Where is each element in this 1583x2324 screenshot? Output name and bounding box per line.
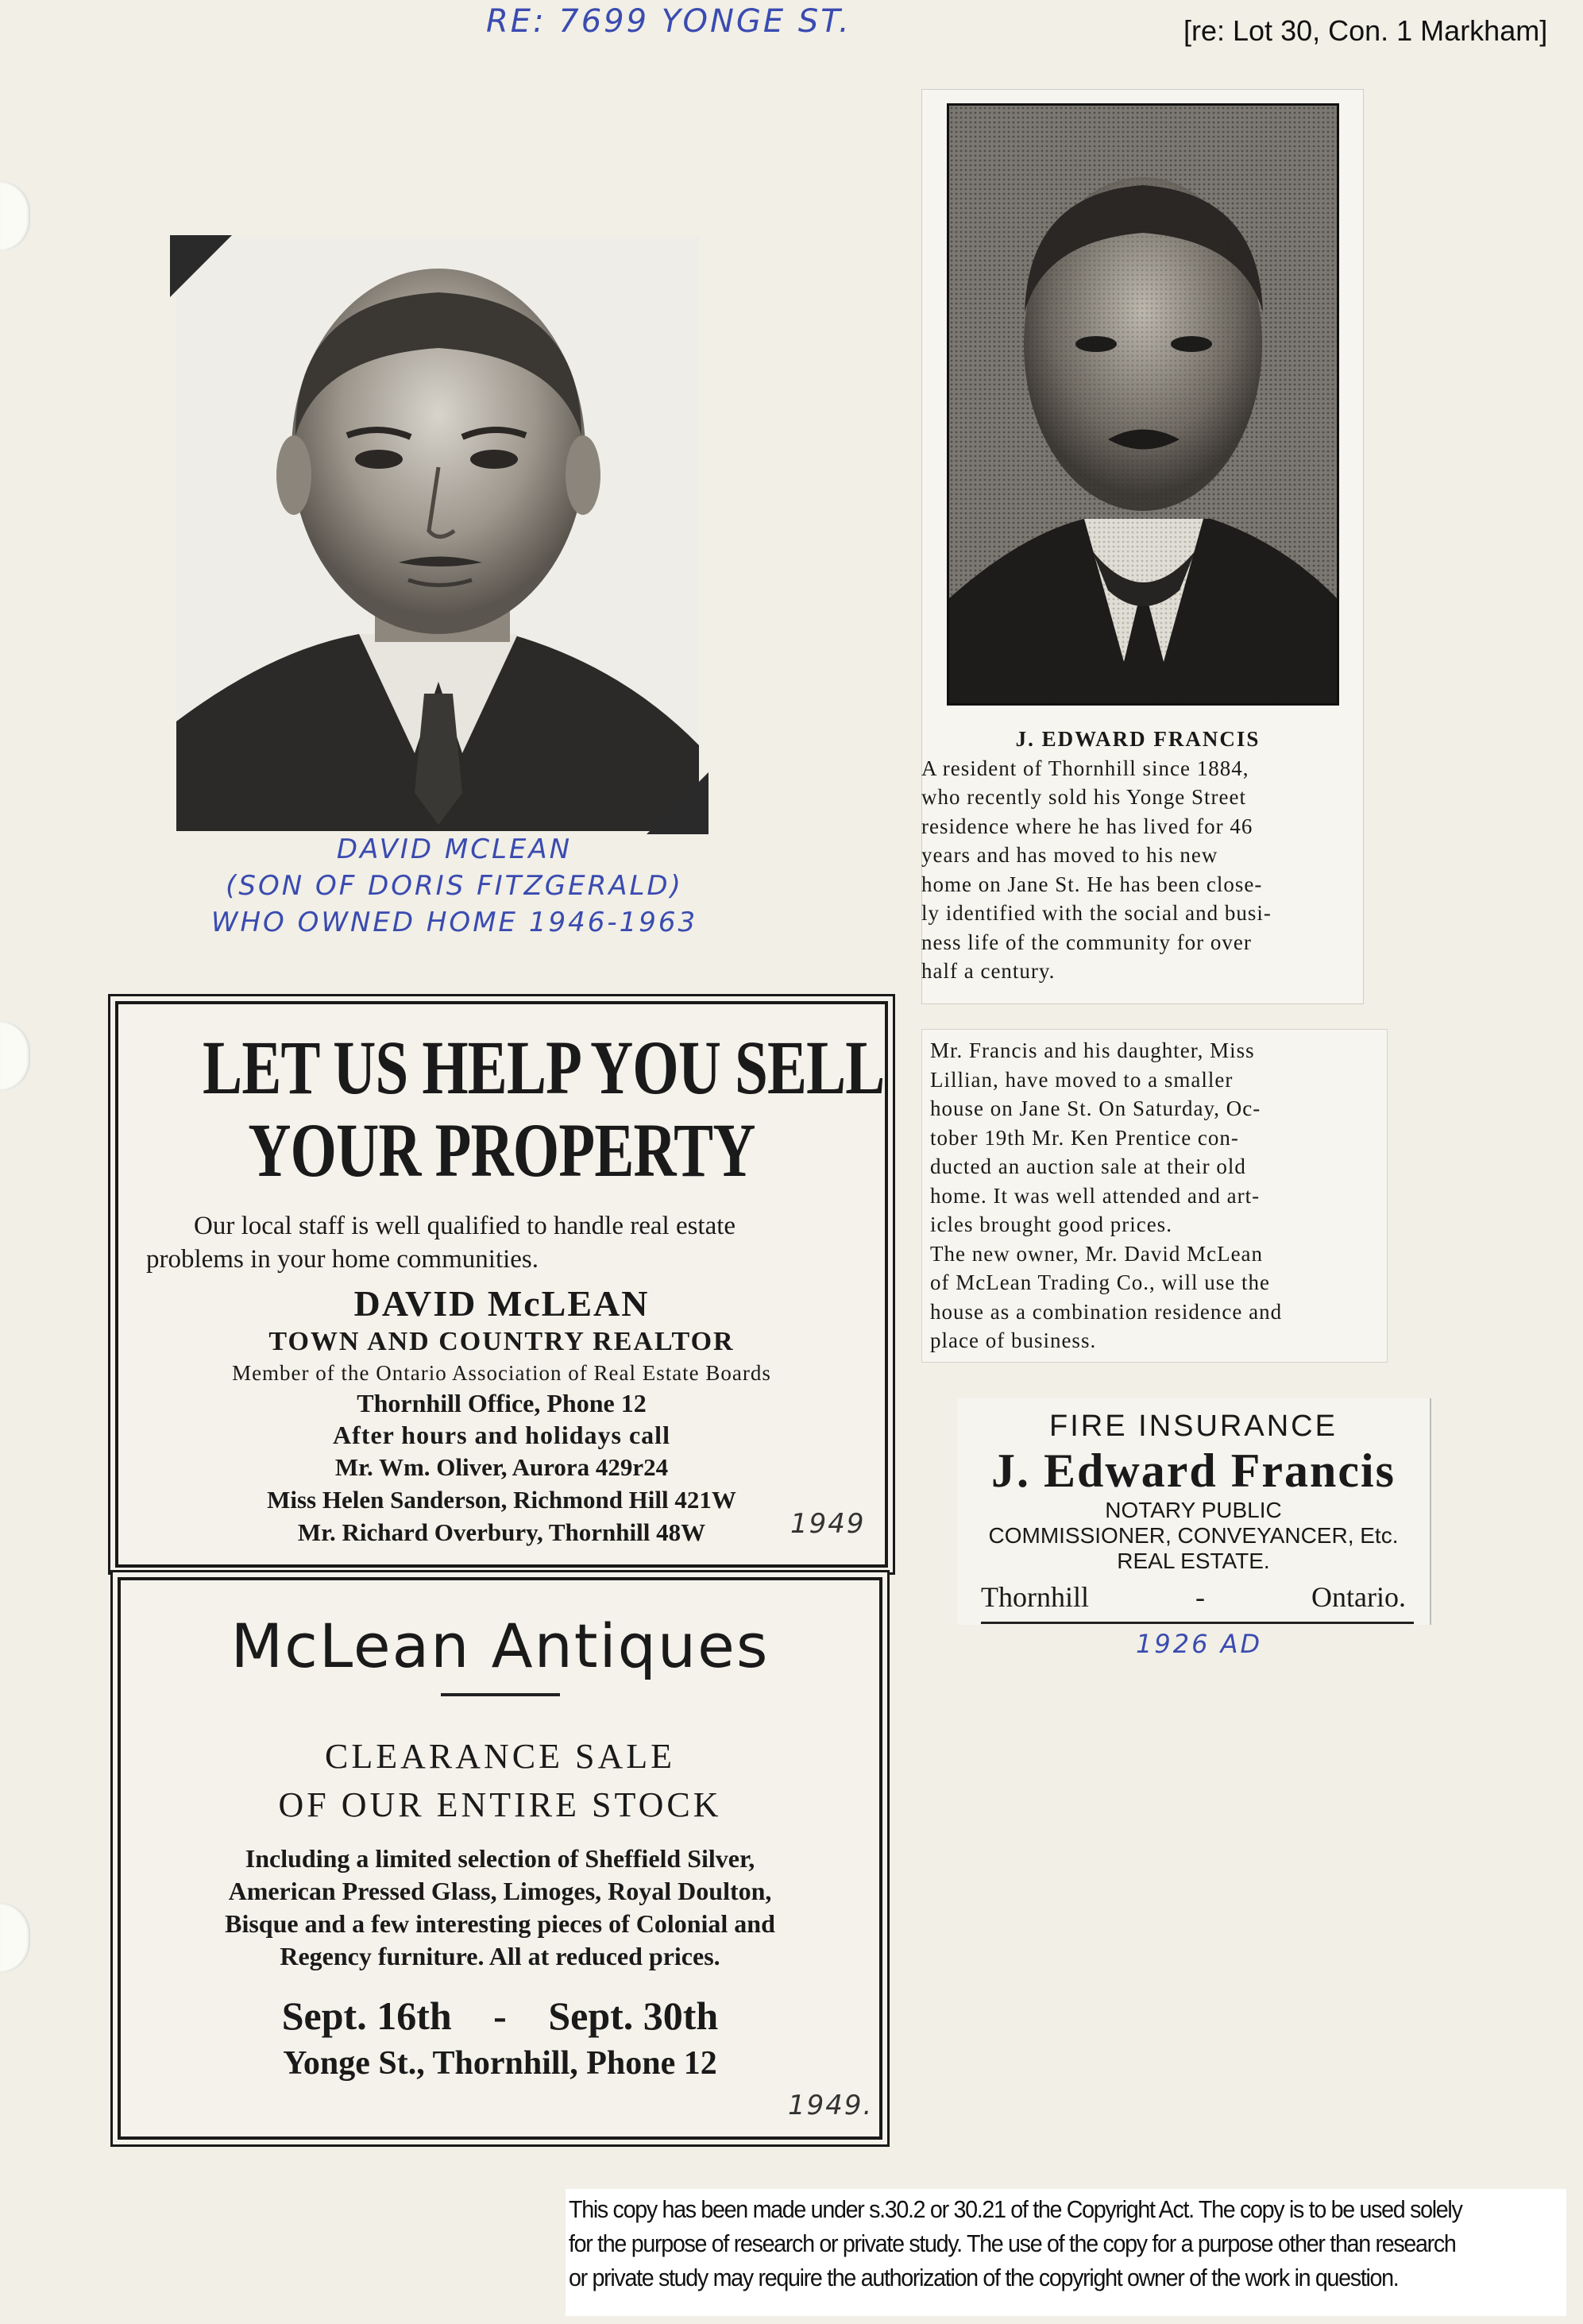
handwritten-year: 1926 AD [1136, 1629, 1263, 1659]
handwritten-year: 1949. [788, 2090, 874, 2121]
clip-line: of McLean Trading Co., will use the [930, 1270, 1270, 1294]
date-separator: - [493, 1993, 507, 2038]
caption-line: half a century. [921, 959, 1056, 983]
binder-hole [0, 181, 30, 251]
realtor-contact: Mr. Wm. Oliver, Aurora 429r24 [334, 1453, 669, 1481]
antiques-title: McLean Antiques [230, 1611, 770, 1681]
insurance-commissioner: COMMISSIONER, CONVEYANCER, Etc. [988, 1523, 1399, 1548]
clip-line: icles brought good prices. [930, 1212, 1172, 1236]
portrait-image [949, 106, 1337, 703]
notice-line: for the purpose of research or private study. The use of the copy for a purpose other than research [569, 2230, 1456, 2257]
description-line: Including a limited selection of Sheffield Silver, [245, 1844, 755, 1873]
location-dash: - [1195, 1581, 1205, 1613]
clip-line: ducted an auction sale at their old [930, 1154, 1246, 1178]
caption-line: ly identified with the social and busi- [921, 901, 1272, 925]
ad-intro [146, 1209, 885, 1276]
ad-headline: LET US HELP YOU SELL [203, 1025, 885, 1110]
ad-headline: YOUR PROPERTY [248, 1108, 755, 1193]
clip-line: The new owner, Mr. David McLean [930, 1241, 1264, 1266]
description-line: Bisque and a few interesting pieces of Colonial and [225, 1909, 775, 1938]
caption-line: residence where he has lived for 46 [921, 814, 1253, 838]
news-clipping-sale [921, 1029, 1388, 1363]
caption-line: (SON OF DORIS FITZGERALD) [226, 870, 683, 902]
binder-hole [0, 1021, 30, 1091]
photo-corner [170, 235, 232, 297]
ad-intro-line: Our local staff is well qualified to handle real estate [194, 1212, 736, 1240]
date-end: Sept. 30th [548, 1993, 719, 2038]
clip-line: place of business. [930, 1328, 1097, 1352]
insurance-real-estate: REAL ESTATE. [1117, 1549, 1270, 1573]
clip-line: tober 19th Mr. Ken Prentice con- [930, 1125, 1239, 1150]
caption-line: A resident of Thornhill since 1884, [921, 756, 1249, 780]
divider [981, 1622, 1414, 1624]
copyright-notice [569, 2193, 1509, 2295]
fire-insurance-advertisement [957, 1398, 1431, 1625]
sale-heading: CLEARANCE SALE [325, 1737, 675, 1776]
ad-intro-line: problems in your home communities. [146, 1245, 539, 1274]
description-line: American Pressed Glass, Limoges, Royal Doulton, [228, 1877, 772, 1905]
binder-hole [0, 1903, 30, 1973]
realtor-membership: Member of the Ontario Association of Real Estate Boards [232, 1361, 771, 1385]
caption-line: years and has moved to his new [921, 843, 1218, 867]
divider [441, 1693, 560, 1696]
caption-title: J. EDWARD FRANCIS [1015, 727, 1261, 751]
caption-line: DAVID MCLEAN [336, 833, 573, 865]
insurance-name: J. Edward Francis [990, 1444, 1396, 1497]
location-province: Ontario. [1311, 1581, 1406, 1613]
clip-line: house as a combination residence and [930, 1299, 1283, 1324]
antiques-advertisement [118, 1577, 882, 2140]
realtor-name: DAVID McLEAN [353, 1283, 650, 1324]
realtor-advertisement [115, 1001, 888, 1568]
realtor-title: TOWN AND COUNTRY REALTOR [268, 1327, 735, 1356]
clip-line: Mr. Francis and his daughter, Miss [930, 1038, 1255, 1062]
francis-caption [921, 725, 1354, 986]
handwritten-caption [176, 831, 732, 941]
sale-dates [121, 1990, 879, 2041]
date-start: Sept. 16th [281, 1993, 452, 2038]
handwritten-reference: RE: 7699 YONGE ST. [486, 3, 851, 40]
clip-line: Lillian, have moved to a smaller [930, 1067, 1234, 1092]
portrait-david-mclean [176, 237, 699, 831]
notice-line: This copy has been made under s.30.2 or 30.21 of the Copyright Act. The copy is to be used solely [569, 2196, 1462, 2223]
caption-line: ness life of the community for over [921, 930, 1252, 954]
realtor-office: Thornhill Office, Phone 12 [357, 1389, 647, 1417]
portrait-j-edward-francis [947, 103, 1339, 706]
portrait-image [176, 237, 699, 831]
handwritten-year: 1949 [790, 1508, 866, 1540]
insurance-notary: NOTARY PUBLIC [1105, 1498, 1282, 1522]
insurance-location [957, 1574, 1430, 1617]
clip-line: house on Jane St. On Saturday, Oc- [930, 1096, 1261, 1120]
clip-line: home. It was well attended and art- [930, 1183, 1261, 1208]
caption-line: who recently sold his Yonge Street [921, 785, 1246, 809]
insurance-heading: FIRE INSURANCE [1049, 1409, 1338, 1443]
realtor-contact: Miss Helen Sanderson, Richmond Hill 421W [267, 1486, 736, 1514]
notice-line: or private study may require the authorization of the copyright owner of the work in question. [569, 2264, 1399, 2291]
location-city: Thornhill [981, 1581, 1089, 1613]
realtor-contact: Mr. Richard Overbury, Thornhill 48W [297, 1518, 706, 1546]
description-line: Regency furniture. All at reduced prices. [280, 1942, 720, 1970]
document-reference: [re: Lot 30, Con. 1 Markham] [1183, 14, 1548, 47]
sale-description [121, 1843, 879, 1973]
photo-corner [647, 772, 708, 834]
caption-line: WHO OWNED HOME 1946-1963 [210, 907, 698, 938]
realtor-after-hours: After hours and holidays call [333, 1421, 670, 1449]
caption-line: home on Jane St. He has been close- [921, 872, 1263, 896]
sale-heading: OF OUR ENTIRE STOCK [278, 1785, 722, 1824]
sale-address: Yonge St., Thornhill, Phone 12 [283, 2045, 717, 2082]
